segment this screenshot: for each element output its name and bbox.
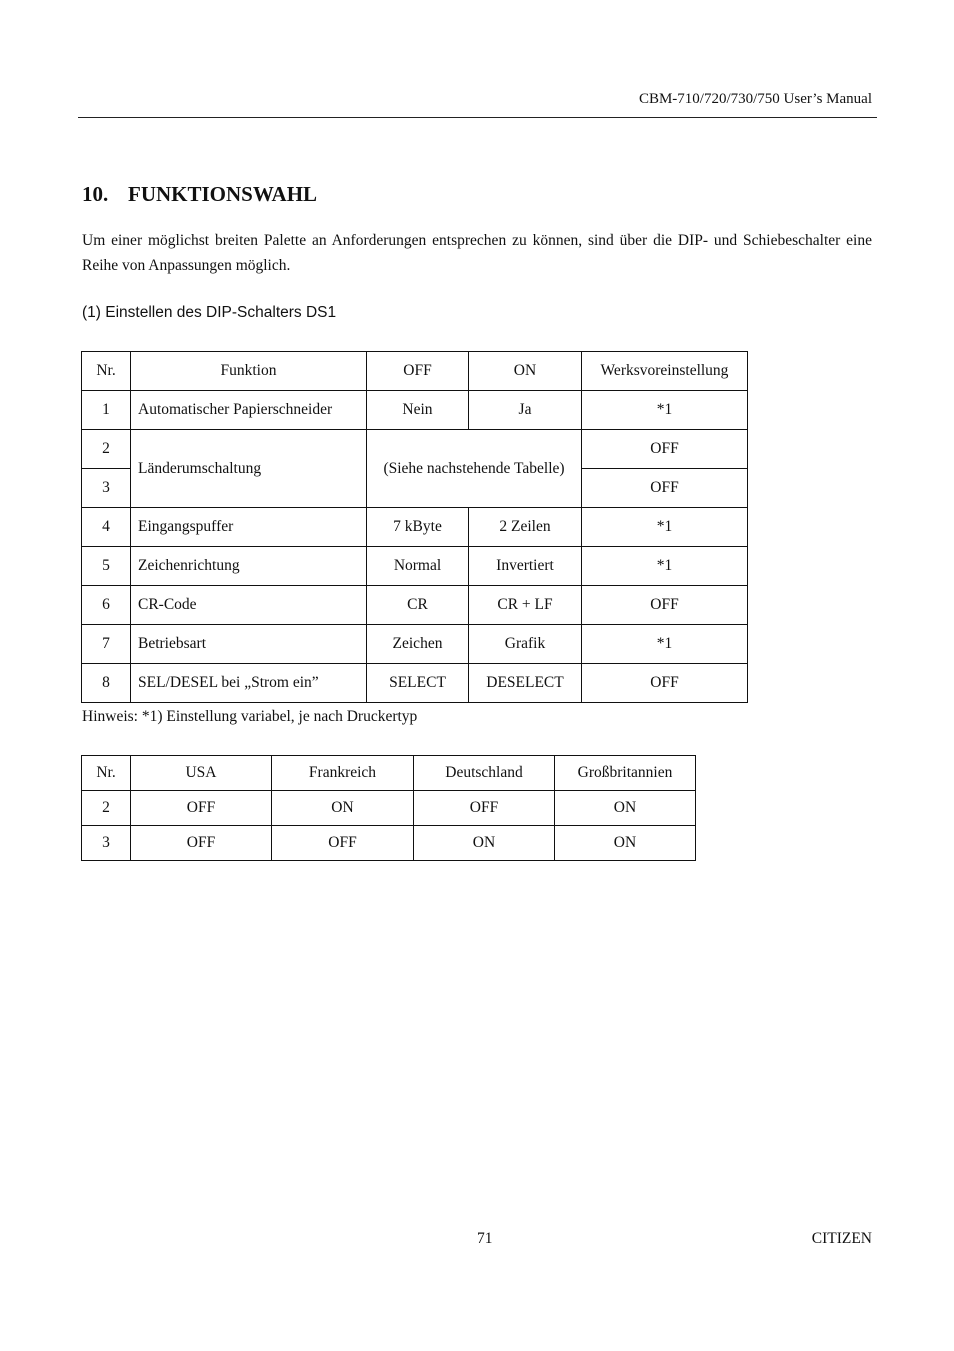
cell-function: Eingangspuffer [131,508,367,547]
cell-value: ON [414,826,555,861]
table-row [82,586,748,625]
table-note: Hinweis: *1) Einstellung variabel, je nach Druckertyp [82,708,418,725]
cell-nr: 8 [82,664,131,703]
table-row [82,664,748,703]
cell-nr: 4 [82,508,131,547]
table-row [82,625,748,664]
cell-nr: 5 [82,547,131,586]
cell-value: ON [272,791,414,826]
cell-nr: 1 [82,391,131,430]
cell-nr: 3 [82,469,131,508]
cell-value: ON [555,791,696,826]
intro-paragraph: Um einer möglichst breiten Palette an Anforderungen entsprechen zu können, sind über die DIP- und Schiebeschalter eine Reihe von Anpassungen möglich. [82,232,872,274]
cell-on: Grafik [469,625,582,664]
brand-name: CITIZEN [811,1230,872,1247]
cell-default: *1 [582,547,748,586]
header-cell: Werksvoreinstellung [582,352,748,391]
cell-on: Ja [469,391,582,430]
section-number: 10. [82,182,109,206]
header-cell: OFF [367,352,469,391]
table-header-row [82,756,696,791]
cell-nr: 2 [82,430,131,469]
cell-nr: 3 [82,826,131,861]
cell-function: Automatischer Papierschneider [131,391,367,430]
cell-function: SEL/DESEL bei „Strom ein” [131,664,367,703]
header-cell: Nr. [82,352,131,391]
cell-function: CR-Code [131,586,367,625]
header-cell: Funktion [131,352,367,391]
table-row [82,826,696,861]
table-row [82,430,748,469]
cell-value: OFF [272,826,414,861]
cell-default: OFF [582,469,748,508]
table-row [82,791,696,826]
subsection-heading: (1) Einstellen des DIP-Schalters DS1 [82,304,337,321]
cell-default: *1 [582,508,748,547]
cell-off: SELECT [367,664,469,703]
table-row [82,547,748,586]
header-divider [78,117,877,118]
cell-value: OFF [131,791,272,826]
cell-on: 2 Zeilen [469,508,582,547]
cell-default: OFF [582,664,748,703]
manual-title: CBM-710/720/730/750 User’s Manual [638,91,872,107]
cell-on: CR + LF [469,586,582,625]
cell-off: Normal [367,547,469,586]
ds1-settings-table [81,351,748,703]
header-cell: Frankreich [272,756,414,791]
cell-off: 7 kByte [367,508,469,547]
cell-default: *1 [582,391,748,430]
section-title-text: FUNKTIONSWAHL [128,182,318,206]
cell-off: CR [367,586,469,625]
cell-off: Nein [367,391,469,430]
cell-function: Zeichenrichtung [131,547,367,586]
cell-default: *1 [582,625,748,664]
header-cell: Großbritannien [555,756,696,791]
cell-function: Länderumschaltung [131,430,367,508]
section-title [82,182,317,207]
header-cell: ON [469,352,582,391]
cell-on: DESELECT [469,664,582,703]
header-cell: USA [131,756,272,791]
cell-default: OFF [582,430,748,469]
table-row [82,391,748,430]
cell-nr: 6 [82,586,131,625]
page-number: 71 [477,1230,493,1247]
header-cell: Nr. [82,756,131,791]
header-cell: Deutschland [414,756,555,791]
cell-value: ON [555,826,696,861]
cell-value: OFF [414,791,555,826]
cell-nr: 7 [82,625,131,664]
cell-value: OFF [131,826,272,861]
country-switch-table [81,755,696,861]
cell-on: Invertiert [469,547,582,586]
table-header-row [82,352,748,391]
cell-default: OFF [582,586,748,625]
table-row [82,508,748,547]
cell-see-table: (Siehe nachstehende Tabelle) [367,430,582,508]
cell-off: Zeichen [367,625,469,664]
cell-nr: 2 [82,791,131,826]
cell-function: Betriebsart [131,625,367,664]
